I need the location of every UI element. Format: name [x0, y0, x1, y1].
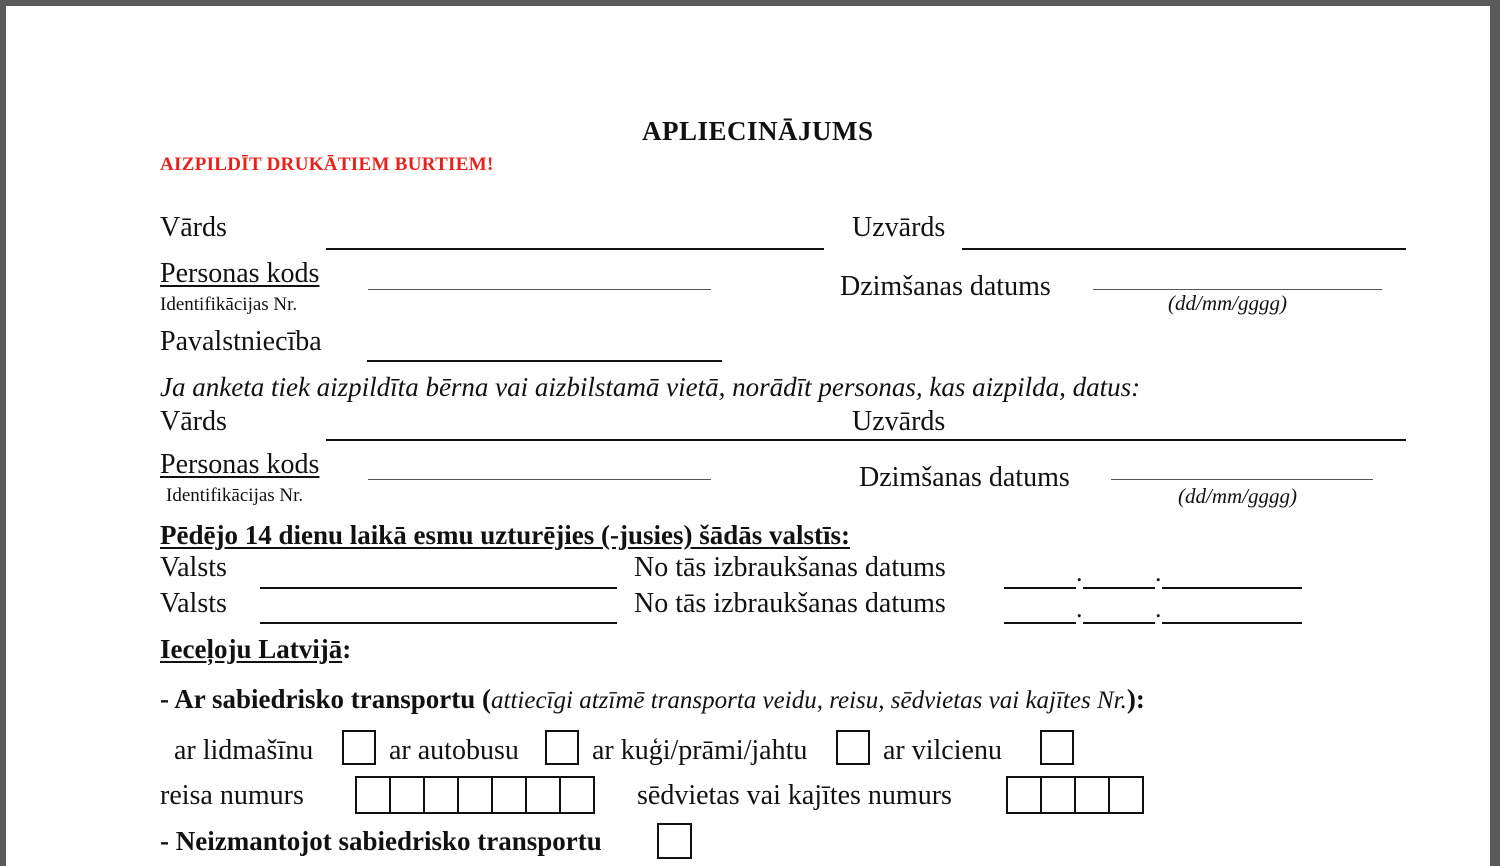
date-separator: . [1155, 594, 1162, 623]
option-plane-label: ar lidmašīnu [174, 735, 314, 766]
guardian-birth-date-field[interactable] [1111, 479, 1373, 480]
option-train-checkbox[interactable] [1040, 730, 1074, 765]
first-name-label: Vārds [160, 212, 227, 243]
entry-heading-colon: : [342, 634, 352, 664]
exit-day-field-2[interactable] [1004, 622, 1076, 624]
guardian-last-name-label: Uzvārds [852, 406, 946, 437]
option-plane-checkbox[interactable] [342, 730, 376, 765]
citizenship-field[interactable] [367, 360, 722, 362]
citizenship-label: Pavalstniecība [160, 326, 322, 357]
exit-date-label-2: No tās izbraukšanas datums [634, 588, 946, 619]
public-transport-row [160, 684, 1145, 715]
trip-number-cell[interactable] [493, 778, 527, 812]
first-name-field[interactable] [326, 248, 824, 250]
exit-year-field-1[interactable] [1162, 587, 1302, 589]
trip-number-cell[interactable] [425, 778, 459, 812]
personal-code-field[interactable] [368, 289, 711, 290]
seat-number-cell[interactable] [1076, 778, 1110, 812]
option-bus-checkbox[interactable] [545, 730, 579, 765]
country-field-2[interactable] [260, 622, 617, 624]
last-name-label: Uzvārds [852, 212, 946, 243]
seat-number-cells[interactable] [1006, 776, 1144, 814]
exit-month-field-2[interactable] [1083, 622, 1155, 624]
id-number-label: Identifikācijas Nr. [160, 294, 298, 315]
guardian-personal-code-field[interactable] [368, 479, 711, 480]
option-ship-label: ar kuģi/prāmi/jahtu [592, 735, 808, 766]
seat-number-cell[interactable] [1008, 778, 1042, 812]
trip-number-cells[interactable] [355, 776, 595, 814]
date-separator: . [1155, 558, 1162, 587]
private-transport-label: - Neizmantojot sabiedrisko transportu [160, 826, 602, 856]
exit-year-field-2[interactable] [1162, 622, 1302, 624]
birth-date-label: Dzimšanas datums [840, 271, 1051, 302]
trip-number-cell[interactable] [459, 778, 493, 812]
guardian-birth-date-label: Dzimšanas datums [859, 462, 1070, 493]
travel-heading: Pēdējo 14 dienu laikā esmu uzturējies (-jusies) šādās valstīs: [160, 520, 850, 550]
exit-date-label-1: No tās izbraukšanas datums [634, 552, 946, 583]
trip-number-cell[interactable] [357, 778, 391, 812]
exit-month-field-1[interactable] [1083, 587, 1155, 589]
country-label-1: Valsts [160, 552, 227, 583]
last-name-field[interactable] [962, 248, 1406, 250]
exit-day-field-1[interactable] [1004, 587, 1076, 589]
option-train-label: ar vilcienu [883, 735, 1002, 766]
date-format-hint: (dd/mm/gggg) [1168, 291, 1287, 315]
fill-instruction: AIZPILDĪT DRUKĀTIEM BURTIEM! [160, 154, 494, 175]
guardian-personal-code-label: Personas kods [160, 449, 320, 480]
guardian-name-field[interactable] [326, 439, 1406, 441]
private-transport-checkbox[interactable] [657, 823, 692, 859]
personal-code-label: Personas kods [160, 258, 320, 289]
seat-number-cell[interactable] [1110, 778, 1144, 812]
entry-heading-row [160, 634, 351, 665]
option-ship-checkbox[interactable] [836, 730, 870, 765]
guardian-first-name-label: Vārds [160, 406, 227, 437]
seat-number-cell[interactable] [1042, 778, 1076, 812]
public-transport-label: - Ar sabiedrisko transportu ( [160, 684, 492, 714]
trip-number-cell[interactable] [527, 778, 561, 812]
form-page [6, 6, 1490, 866]
guardian-note: Ja anketa tiek aizpildīta bērna vai aizbilstamā vietā, norādīt personas, kas aizpilda, datus: [160, 372, 1141, 402]
option-bus-label: ar autobusu [389, 735, 519, 766]
trip-number-cell[interactable] [391, 778, 425, 812]
date-separator: . [1076, 594, 1083, 623]
public-transport-close: ): [1126, 684, 1145, 714]
form-title: APLIECINĀJUMS [642, 116, 874, 146]
trip-number-cell[interactable] [561, 778, 595, 812]
guardian-id-number-label: Identifikācijas Nr. [166, 485, 304, 506]
guardian-date-format-hint: (dd/mm/gggg) [1178, 484, 1297, 508]
date-separator: . [1076, 558, 1083, 587]
public-transport-note: attiecīgi atzīmē transporta veidu, reisu, sēdvietas vai kajītes Nr. [491, 687, 1127, 714]
country-field-1[interactable] [260, 587, 617, 589]
entry-heading: Ieceļoju Latvijā [160, 634, 343, 664]
seat-number-label: sēdvietas vai kajītes numurs [637, 780, 952, 811]
trip-number-label: reisa numurs [160, 780, 304, 811]
birth-date-field[interactable] [1093, 289, 1382, 290]
country-label-2: Valsts [160, 588, 227, 619]
